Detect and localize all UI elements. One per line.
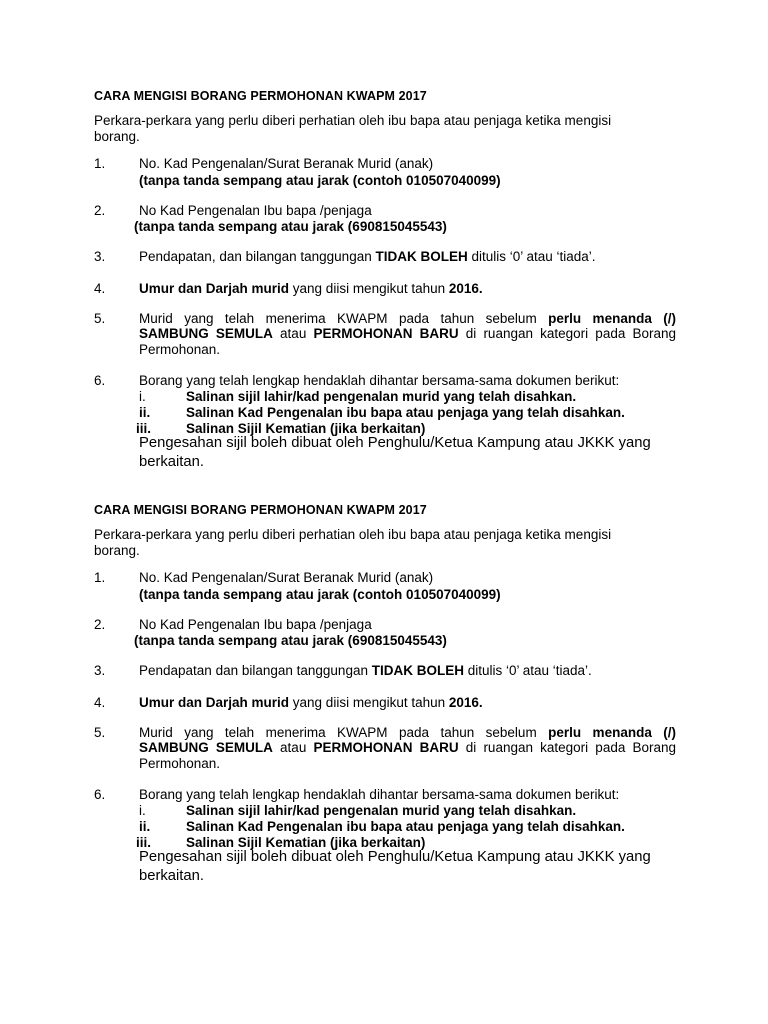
item-text: Permohonan.: [139, 756, 221, 771]
item-number: 1.: [94, 156, 106, 171]
item-number: 4.: [94, 281, 106, 296]
item-text: No. Kad Pengenalan/Surat Beranak Murid (anak): [139, 570, 434, 585]
sub-item-text: Salinan sijil lahir/kad pengenalan murid yang telah disahkan.: [186, 803, 577, 818]
section-title: CARA MENGISI BORANG PERMOHONAN KWAPM 2017: [94, 503, 427, 517]
sub-item-number: i.: [139, 389, 146, 404]
intro-text: borang.: [94, 543, 140, 558]
item-number: 5.: [94, 725, 106, 740]
item-number: 2.: [94, 617, 106, 632]
item-text: No Kad Pengenalan Ibu bapa /penjaga: [139, 617, 372, 632]
item-text: Umur dan Darjah murid yang diisi mengikut tahun 2016.: [139, 281, 483, 296]
item-text: SAMBUNG SEMULA atau PERMOHONAN BARU di ruangan kategori pada Borang: [139, 326, 677, 341]
item-number: 5.: [94, 311, 106, 326]
intro-text: borang.: [94, 129, 140, 144]
item-text: Borang yang telah lengkap hendaklah dihantar bersama-sama dokumen berikut:: [139, 373, 620, 388]
item-text: Pendapatan dan bilangan tanggungan TIDAK BOLEH ditulis ‘0’ atau ‘tiada’.: [139, 663, 592, 678]
item-note: (tanpa tanda sempang atau jarak (690815045543): [134, 633, 447, 648]
item-text: Borang yang telah lengkap hendaklah dihantar bersama-sama dokumen berikut:: [139, 787, 620, 802]
sub-item-text: Salinan Kad Pengenalan ibu bapa atau penjaga yang telah disahkan.: [186, 405, 625, 420]
item-number: 3.: [94, 249, 106, 264]
section-title: CARA MENGISI BORANG PERMOHONAN KWAPM 2017: [94, 89, 427, 103]
certification-note: berkaitan.: [139, 868, 204, 884]
item-note: (tanpa tanda sempang atau jarak (contoh 010507040099): [139, 173, 501, 188]
item-number: 3.: [94, 663, 106, 678]
sub-item-number: ii.: [139, 819, 151, 834]
sub-item-text: Salinan Sijil Kematian (jika berkaitan): [186, 835, 426, 850]
certification-note: berkaitan.: [139, 454, 204, 470]
item-text: No Kad Pengenalan Ibu bapa /penjaga: [139, 203, 372, 218]
item-number: 4.: [94, 695, 106, 710]
sub-item-number: i.: [139, 803, 146, 818]
item-text: Umur dan Darjah murid yang diisi mengikut tahun 2016.: [139, 695, 483, 710]
item-text: Murid yang telah menerima KWAPM pada tahun sebelum perlu menanda (/): [139, 725, 677, 740]
item-text: Pendapatan, dan bilangan tanggungan TIDAK BOLEH ditulis ‘0’ atau ‘tiada’.: [139, 249, 596, 264]
sub-item-number: ii.: [139, 405, 151, 420]
item-number: 2.: [94, 203, 106, 218]
intro-text: Perkara-perkara yang perlu diberi perhatian oleh ibu bapa atau penjaga ketika mengisi: [94, 527, 612, 542]
item-note: (tanpa tanda sempang atau jarak (690815045543): [134, 219, 447, 234]
sub-item-text: Salinan Kad Pengenalan ibu bapa atau penjaga yang telah disahkan.: [186, 819, 625, 834]
sub-item-number: iii.: [136, 835, 152, 850]
item-text: No. Kad Pengenalan/Surat Beranak Murid (anak): [139, 156, 434, 171]
item-number: 6.: [94, 787, 106, 802]
sub-item-text: Salinan Sijil Kematian (jika berkaitan): [186, 421, 426, 436]
sub-item-number: iii.: [136, 421, 152, 436]
certification-note: Pengesahan sijil boleh dibuat oleh Penghulu/Ketua Kampung atau JKKK yang: [139, 435, 651, 451]
item-number: 6.: [94, 373, 106, 388]
item-text: Permohonan.: [139, 342, 221, 357]
item-text: Murid yang telah menerima KWAPM pada tahun sebelum perlu menanda (/): [139, 311, 677, 326]
certification-note: Pengesahan sijil boleh dibuat oleh Penghulu/Ketua Kampung atau JKKK yang: [139, 849, 651, 865]
item-note: (tanpa tanda sempang atau jarak (contoh 010507040099): [139, 587, 501, 602]
item-number: 1.: [94, 570, 106, 585]
sub-item-text: Salinan sijil lahir/kad pengenalan murid yang telah disahkan.: [186, 389, 577, 404]
intro-text: Perkara-perkara yang perlu diberi perhatian oleh ibu bapa atau penjaga ketika mengisi: [94, 113, 612, 128]
item-text: SAMBUNG SEMULA atau PERMOHONAN BARU di ruangan kategori pada Borang: [139, 740, 677, 755]
